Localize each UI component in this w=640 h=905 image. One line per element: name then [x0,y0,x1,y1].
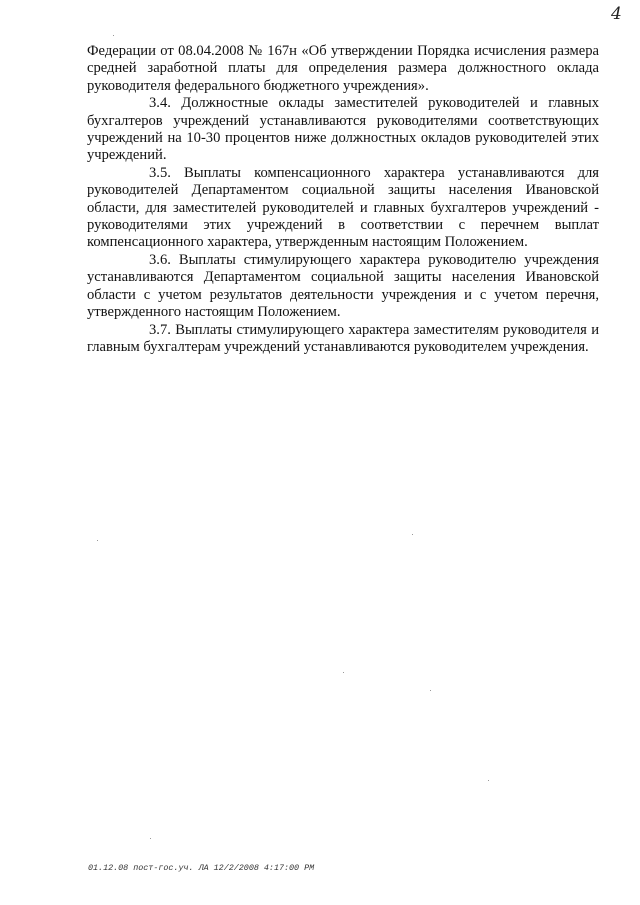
scan-speck [430,690,431,691]
footer-file-stamp: 01.12.08 пост-гос.уч. ЛА 12/2/2008 4:17:00 PM [88,863,315,873]
paragraph-3-6: 3.6. Выплаты стимулирующего характера руководителю учреждения устанавливаются Департаментом социальной защиты населения Ивановской области с учетом результатов деятельности учреждения и с учетом перечня, утвержденного настоящим Положением. [87,251,599,321]
handwritten-page-number: 4 [611,4,622,24]
paragraph-3-5: 3.5. Выплаты компенсационного характера устанавливаются для руководителей Департаментом социальной защиты населения Ивановской области, для заместителей руководителей и главных бухгалтеров учреждений - руководителями этих учреждений в соответствии с перечнем выплат компенсационного характера, утвержденным настоящим Положением. [87,164,599,251]
scan-speck [343,672,344,673]
scan-speck [412,534,413,535]
paragraph-intro-continuation: Федерации от 08.04.2008 № 167н «Об утверждении Порядка исчисления размера средней заработной платы для определения размера должностного оклада руководителя федерального бюджетного учреждения». [87,43,599,94]
paragraph-3-4: 3.4. Должностные оклады заместителей руководителей и главных бухгалтеров учреждений устанавливаются руководителями соответствующих учреждений на 10-30 процентов ниже должностных окладов руководителей этих учреждений. [87,95,599,164]
scan-speck [150,838,151,839]
scan-speck [113,35,114,36]
paragraph-3-7: 3.7. Выплаты стимулирующего характера заместителям руководителя и главным бухгалтерам учреждений устанавливаются руководителем учреждения. [87,321,599,355]
scan-speck [97,540,98,541]
scan-speck [488,780,489,781]
document-body [87,43,599,356]
